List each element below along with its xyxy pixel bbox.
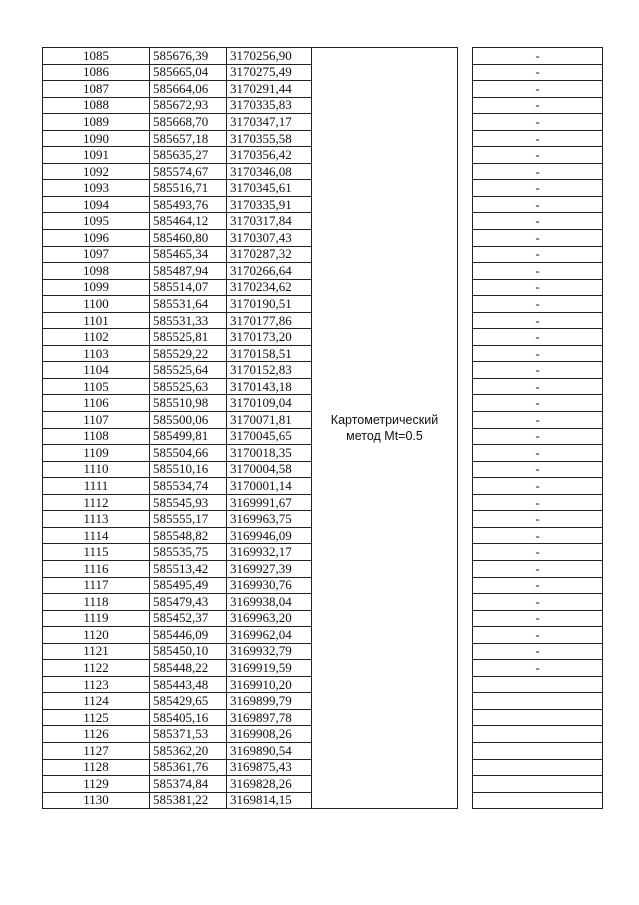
method-name: Картометрический bbox=[330, 413, 439, 428]
coordinate-x: 585548,82 bbox=[150, 527, 227, 544]
point-number: 1123 bbox=[43, 676, 150, 693]
coordinate-y: 3170045,65 bbox=[227, 428, 312, 445]
note-cell: - bbox=[473, 114, 603, 131]
point-number: 1099 bbox=[43, 279, 150, 296]
coordinate-y: 3170355,58 bbox=[227, 130, 312, 147]
point-number: 1120 bbox=[43, 627, 150, 644]
coordinate-y: 3169919,59 bbox=[227, 660, 312, 677]
note-cell: - bbox=[473, 594, 603, 611]
coordinate-x: 585534,74 bbox=[150, 478, 227, 495]
coordinate-y: 3170256,90 bbox=[227, 48, 312, 65]
note-cell: - bbox=[473, 263, 603, 280]
point-number: 1095 bbox=[43, 213, 150, 230]
coordinate-y: 3170152,83 bbox=[227, 362, 312, 379]
coordinate-y: 3170291,44 bbox=[227, 81, 312, 98]
point-number: 1086 bbox=[43, 64, 150, 81]
coordinate-y: 3169963,75 bbox=[227, 511, 312, 528]
note-cell: - bbox=[473, 527, 603, 544]
coordinate-x: 585493,76 bbox=[150, 196, 227, 213]
coordinate-y: 3169932,79 bbox=[227, 643, 312, 660]
coordinate-y: 3169991,67 bbox=[227, 494, 312, 511]
note-cell: - bbox=[473, 494, 603, 511]
coordinate-y: 3170143,18 bbox=[227, 378, 312, 395]
point-number: 1097 bbox=[43, 246, 150, 263]
coordinate-y: 3169927,39 bbox=[227, 560, 312, 577]
coordinate-y: 3170307,43 bbox=[227, 230, 312, 247]
coordinate-y: 3170335,83 bbox=[227, 97, 312, 114]
note-cell bbox=[473, 792, 603, 809]
note-cell: - bbox=[473, 130, 603, 147]
coordinate-y: 3170158,51 bbox=[227, 345, 312, 362]
coordinate-y: 3169890,54 bbox=[227, 742, 312, 759]
coordinate-x: 585676,39 bbox=[150, 48, 227, 65]
coordinate-x: 585545,93 bbox=[150, 494, 227, 511]
note-cell: - bbox=[473, 345, 603, 362]
note-cell: - bbox=[473, 412, 603, 429]
coordinate-y: 3169946,09 bbox=[227, 527, 312, 544]
note-cell: - bbox=[473, 230, 603, 247]
point-number: 1100 bbox=[43, 296, 150, 313]
point-number: 1102 bbox=[43, 329, 150, 346]
coordinate-y: 3170345,61 bbox=[227, 180, 312, 197]
point-number: 1126 bbox=[43, 726, 150, 743]
coordinate-x: 585664,06 bbox=[150, 81, 227, 98]
column-gap bbox=[458, 48, 473, 809]
coordinate-y: 3170109,04 bbox=[227, 395, 312, 412]
note-cell: - bbox=[473, 213, 603, 230]
coordinate-x: 585361,76 bbox=[150, 759, 227, 776]
coordinate-y: 3170190,51 bbox=[227, 296, 312, 313]
note-cell: - bbox=[473, 180, 603, 197]
point-number: 1103 bbox=[43, 345, 150, 362]
point-number: 1091 bbox=[43, 147, 150, 164]
note-cell: - bbox=[473, 48, 603, 65]
coordinate-y: 3169938,04 bbox=[227, 594, 312, 611]
point-number: 1117 bbox=[43, 577, 150, 594]
point-number: 1124 bbox=[43, 693, 150, 710]
coordinate-y: 3169910,20 bbox=[227, 676, 312, 693]
coordinate-y: 3169930,76 bbox=[227, 577, 312, 594]
coordinate-x: 585513,42 bbox=[150, 560, 227, 577]
coordinate-x: 585405,16 bbox=[150, 709, 227, 726]
point-number: 1119 bbox=[43, 610, 150, 627]
note-cell: - bbox=[473, 196, 603, 213]
point-number: 1118 bbox=[43, 594, 150, 611]
point-number: 1116 bbox=[43, 560, 150, 577]
coordinate-x: 585460,80 bbox=[150, 230, 227, 247]
coordinate-x: 585504,66 bbox=[150, 445, 227, 462]
coordinate-x: 585635,27 bbox=[150, 147, 227, 164]
coordinate-x: 585531,64 bbox=[150, 296, 227, 313]
coordinate-x: 585514,07 bbox=[150, 279, 227, 296]
coordinate-x: 585574,67 bbox=[150, 163, 227, 180]
note-cell: - bbox=[473, 279, 603, 296]
note-cell bbox=[473, 759, 603, 776]
point-number: 1092 bbox=[43, 163, 150, 180]
point-number: 1128 bbox=[43, 759, 150, 776]
point-number: 1127 bbox=[43, 742, 150, 759]
point-number: 1093 bbox=[43, 180, 150, 197]
note-cell: - bbox=[473, 610, 603, 627]
point-number: 1096 bbox=[43, 230, 150, 247]
point-number: 1114 bbox=[43, 527, 150, 544]
coordinate-y: 3170001,14 bbox=[227, 478, 312, 495]
note-cell bbox=[473, 693, 603, 710]
note-cell: - bbox=[473, 660, 603, 677]
point-number: 1121 bbox=[43, 643, 150, 660]
point-number: 1108 bbox=[43, 428, 150, 445]
coordinate-y: 3169932,17 bbox=[227, 544, 312, 561]
coordinate-x: 585487,94 bbox=[150, 263, 227, 280]
coordinate-x: 585668,70 bbox=[150, 114, 227, 131]
coordinate-y: 3170335,91 bbox=[227, 196, 312, 213]
coordinate-x: 585429,65 bbox=[150, 693, 227, 710]
table-row bbox=[43, 48, 603, 65]
point-number: 1122 bbox=[43, 660, 150, 677]
note-cell: - bbox=[473, 329, 603, 346]
note-cell bbox=[473, 709, 603, 726]
method-accuracy: метод Mt=0.5 bbox=[346, 429, 423, 444]
coordinate-y: 3170177,86 bbox=[227, 312, 312, 329]
point-number: 1106 bbox=[43, 395, 150, 412]
coordinate-x: 585443,48 bbox=[150, 676, 227, 693]
note-cell bbox=[473, 676, 603, 693]
note-cell: - bbox=[473, 81, 603, 98]
point-number: 1094 bbox=[43, 196, 150, 213]
coordinate-x: 585531,33 bbox=[150, 312, 227, 329]
coordinate-x: 585465,34 bbox=[150, 246, 227, 263]
coordinate-y: 3170004,58 bbox=[227, 461, 312, 478]
point-number: 1130 bbox=[43, 792, 150, 809]
coordinate-x: 585479,43 bbox=[150, 594, 227, 611]
point-number: 1105 bbox=[43, 378, 150, 395]
point-number: 1109 bbox=[43, 445, 150, 462]
point-number: 1090 bbox=[43, 130, 150, 147]
coordinate-x: 585446,09 bbox=[150, 627, 227, 644]
coordinate-x: 585535,75 bbox=[150, 544, 227, 561]
coordinate-y: 3169897,78 bbox=[227, 709, 312, 726]
point-number: 1112 bbox=[43, 494, 150, 511]
note-cell: - bbox=[473, 445, 603, 462]
note-cell: - bbox=[473, 544, 603, 561]
coordinate-y: 3170275,49 bbox=[227, 64, 312, 81]
note-cell: - bbox=[473, 312, 603, 329]
coordinate-x: 585516,71 bbox=[150, 180, 227, 197]
point-number: 1107 bbox=[43, 412, 150, 429]
coordinate-x: 585464,12 bbox=[150, 213, 227, 230]
note-cell: - bbox=[473, 643, 603, 660]
coordinate-x: 585555,17 bbox=[150, 511, 227, 528]
point-number: 1110 bbox=[43, 461, 150, 478]
coordinate-x: 585448,22 bbox=[150, 660, 227, 677]
coordinate-x: 585657,18 bbox=[150, 130, 227, 147]
point-number: 1104 bbox=[43, 362, 150, 379]
coordinate-x: 585525,81 bbox=[150, 329, 227, 346]
point-number: 1101 bbox=[43, 312, 150, 329]
note-cell: - bbox=[473, 296, 603, 313]
note-cell bbox=[473, 742, 603, 759]
point-number: 1089 bbox=[43, 114, 150, 131]
point-number: 1098 bbox=[43, 263, 150, 280]
note-cell: - bbox=[473, 362, 603, 379]
coordinate-y: 3169908,26 bbox=[227, 726, 312, 743]
coordinate-x: 585510,16 bbox=[150, 461, 227, 478]
coordinate-x: 585499,81 bbox=[150, 428, 227, 445]
coordinate-x: 585450,10 bbox=[150, 643, 227, 660]
coordinate-x: 585362,20 bbox=[150, 742, 227, 759]
coordinate-y: 3169828,26 bbox=[227, 776, 312, 793]
method-cell bbox=[312, 48, 458, 809]
point-number: 1129 bbox=[43, 776, 150, 793]
point-number: 1111 bbox=[43, 478, 150, 495]
note-cell: - bbox=[473, 511, 603, 528]
coordinate-y: 3170346,08 bbox=[227, 163, 312, 180]
coordinate-y: 3170234,62 bbox=[227, 279, 312, 296]
point-number: 1088 bbox=[43, 97, 150, 114]
coordinate-x: 585529,22 bbox=[150, 345, 227, 362]
note-cell: - bbox=[473, 163, 603, 180]
note-cell: - bbox=[473, 627, 603, 644]
coordinate-x: 585525,63 bbox=[150, 378, 227, 395]
coordinate-x: 585510,98 bbox=[150, 395, 227, 412]
coordinate-y: 3169962,04 bbox=[227, 627, 312, 644]
note-cell: - bbox=[473, 64, 603, 81]
coordinate-x: 585672,93 bbox=[150, 97, 227, 114]
coordinate-y: 3170266,64 bbox=[227, 263, 312, 280]
coordinate-y: 3170317,84 bbox=[227, 213, 312, 230]
coordinate-x: 585525,64 bbox=[150, 362, 227, 379]
note-cell: - bbox=[473, 560, 603, 577]
note-cell: - bbox=[473, 378, 603, 395]
coordinate-y: 3170287,32 bbox=[227, 246, 312, 263]
coordinate-y: 3170173,20 bbox=[227, 329, 312, 346]
coordinate-x: 585495,49 bbox=[150, 577, 227, 594]
note-cell: - bbox=[473, 478, 603, 495]
note-cell: - bbox=[473, 97, 603, 114]
point-number: 1115 bbox=[43, 544, 150, 561]
note-cell bbox=[473, 776, 603, 793]
point-number: 1113 bbox=[43, 511, 150, 528]
coordinates-table bbox=[42, 47, 603, 809]
coordinate-y: 3170356,42 bbox=[227, 147, 312, 164]
point-number: 1087 bbox=[43, 81, 150, 98]
coordinate-y: 3169814,15 bbox=[227, 792, 312, 809]
coordinate-y: 3169963,20 bbox=[227, 610, 312, 627]
note-cell: - bbox=[473, 461, 603, 478]
coordinate-y: 3169875,43 bbox=[227, 759, 312, 776]
coordinate-x: 585374,84 bbox=[150, 776, 227, 793]
coordinate-y: 3169899,79 bbox=[227, 693, 312, 710]
coordinate-y: 3170071,81 bbox=[227, 412, 312, 429]
note-cell: - bbox=[473, 577, 603, 594]
coordinate-x: 585371,53 bbox=[150, 726, 227, 743]
point-number: 1085 bbox=[43, 48, 150, 65]
note-cell: - bbox=[473, 246, 603, 263]
note-cell: - bbox=[473, 428, 603, 445]
coordinate-y: 3170347,17 bbox=[227, 114, 312, 131]
coordinates-table-body bbox=[43, 48, 603, 809]
note-cell bbox=[473, 726, 603, 743]
coordinate-x: 585500,06 bbox=[150, 412, 227, 429]
coordinate-x: 585665,04 bbox=[150, 64, 227, 81]
coordinate-x: 585452,37 bbox=[150, 610, 227, 627]
point-number: 1125 bbox=[43, 709, 150, 726]
coordinate-x: 585381,22 bbox=[150, 792, 227, 809]
note-cell: - bbox=[473, 147, 603, 164]
note-cell: - bbox=[473, 395, 603, 412]
coordinate-y: 3170018,35 bbox=[227, 445, 312, 462]
